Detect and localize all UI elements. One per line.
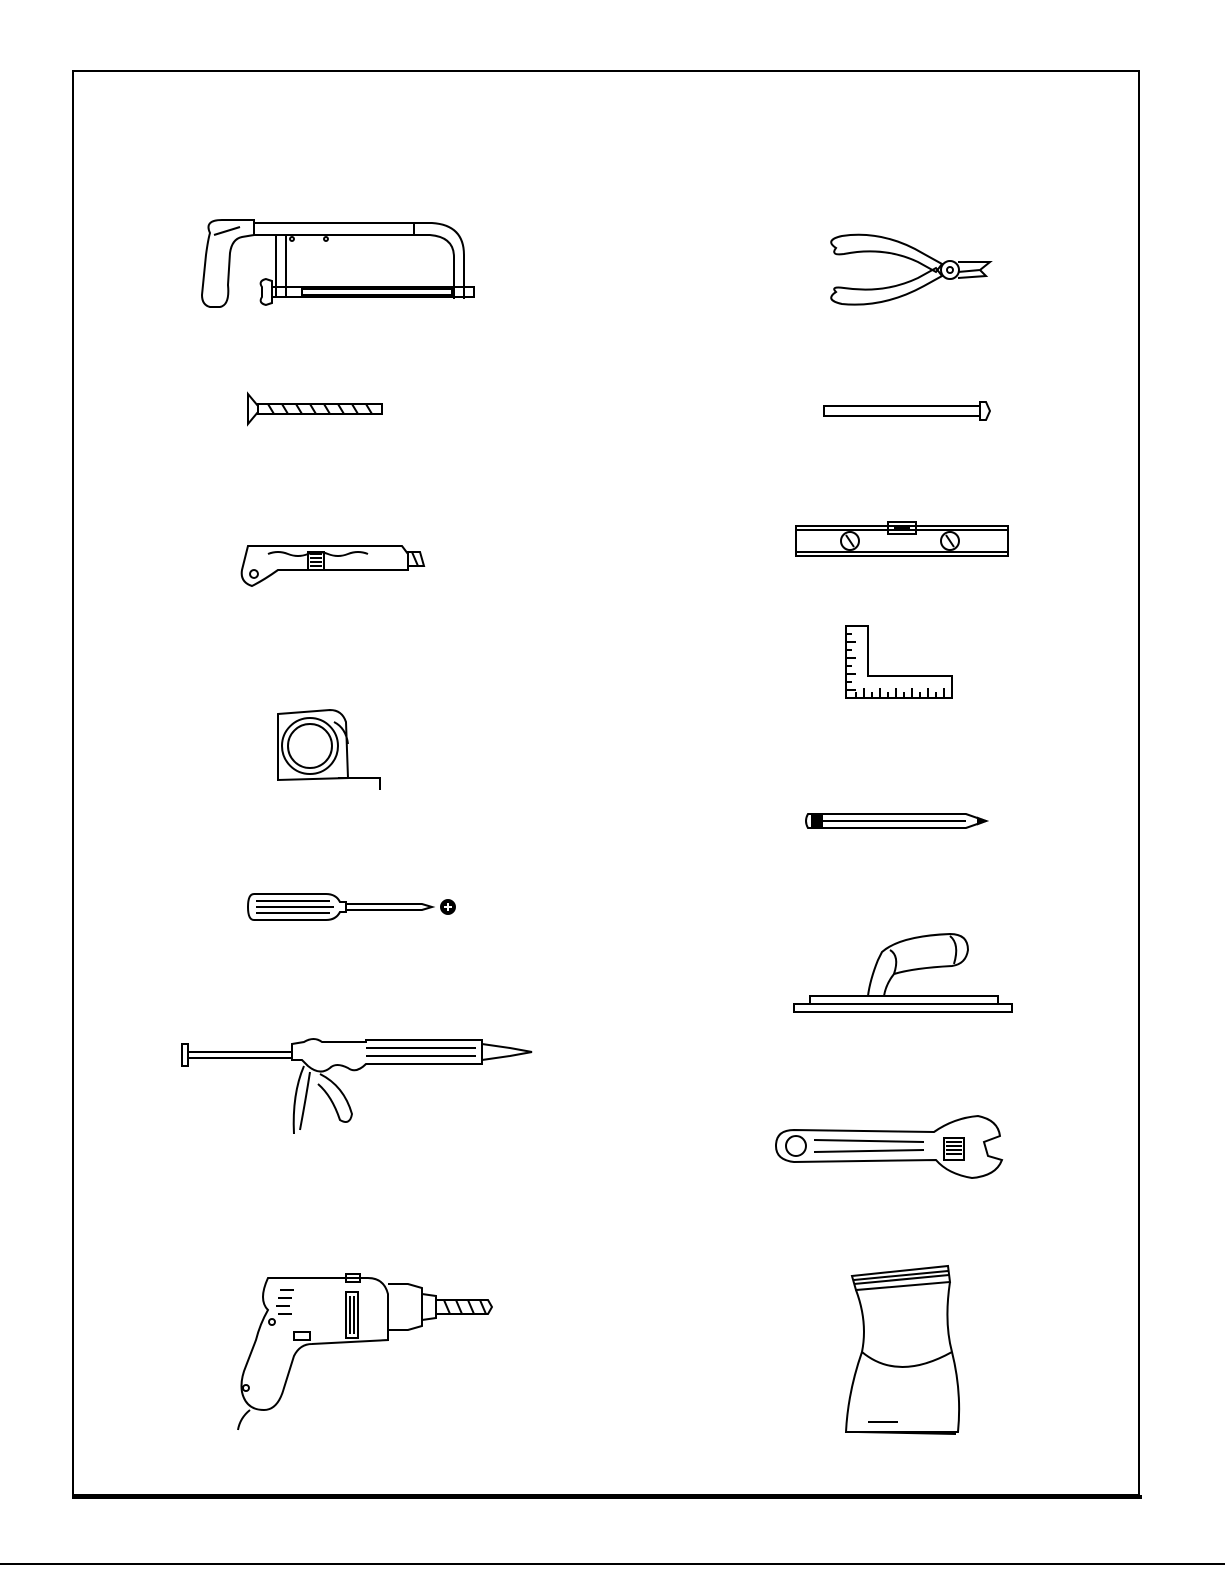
nail-icon xyxy=(820,400,992,424)
phillips-screwdriver-icon xyxy=(246,888,460,924)
tape-measure-icon xyxy=(272,704,386,792)
wood-screw-icon xyxy=(244,392,388,426)
hacksaw-icon xyxy=(192,215,484,315)
power-drill-icon xyxy=(232,1270,494,1430)
grout-bag-icon xyxy=(838,1262,968,1446)
level-icon xyxy=(794,520,1012,560)
bottom-edge-line xyxy=(0,1563,1225,1565)
frame-bottom-rule xyxy=(72,1495,1142,1499)
grout-float-icon xyxy=(790,930,1016,1016)
utility-knife-icon xyxy=(238,540,428,590)
diagonal-cutters-icon xyxy=(824,232,994,307)
adjustable-wrench-icon xyxy=(774,1112,1004,1184)
square-ruler-icon xyxy=(844,624,956,700)
caulking-gun-icon xyxy=(180,1034,534,1136)
pencil-icon xyxy=(804,810,990,832)
